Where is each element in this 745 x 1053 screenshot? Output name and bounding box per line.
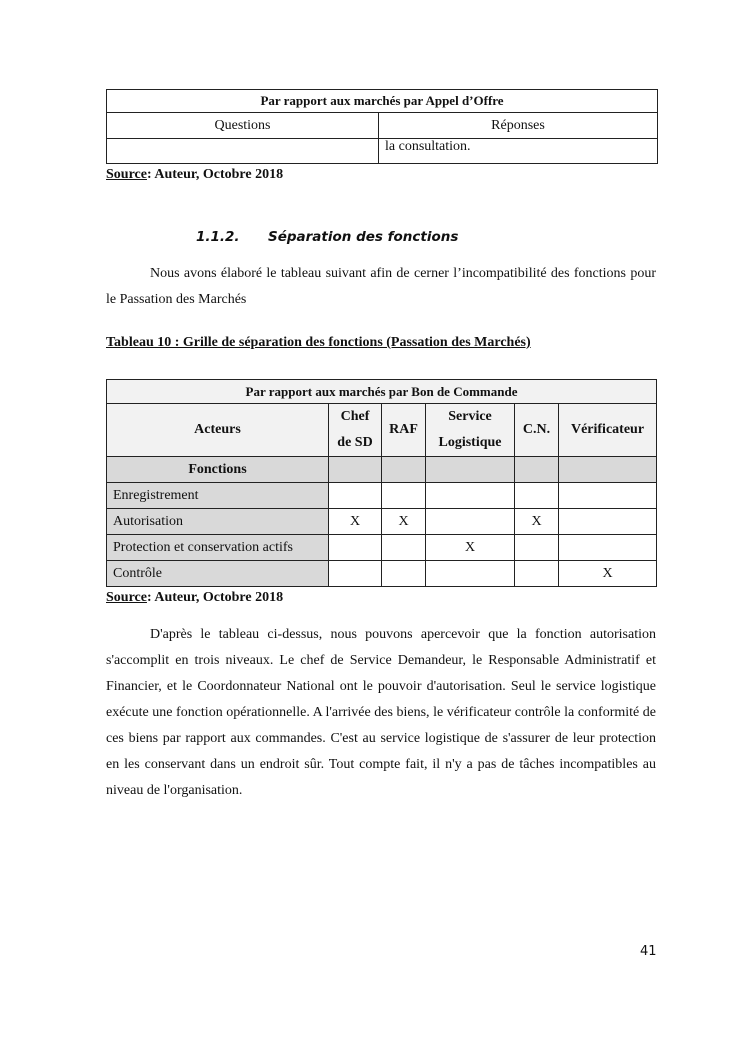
source-text: : Auteur, Octobre 2018	[146, 590, 284, 605]
table2-header-acteurs: Acteurs	[107, 404, 329, 457]
fonctions-header: Fonctions	[107, 457, 329, 483]
source-label: Source	[106, 590, 147, 605]
column-header-raf: RAF	[382, 404, 426, 457]
appel-offre-table	[106, 89, 658, 164]
table1-cell	[107, 139, 379, 164]
conclusion-text: D'après le tableau ci-dessus, nous pouvons apercevoir que la fonction autorisation s'accomplit en trois niveaux. Le chef de Service Demandeur, le Responsable Administratif et Financier, et le Coordonnateur National ont le pouvoir d'autorisation. Seul le service logistique exécute une fonction opérationnelle. A l'arrivée des biens, le vérificateur contrôle la conformité de ces biens par rapport aux commandes. C'est au service logistique de s'assurer de leur protection en les conservant dans un endroit sûr. Tout compte fait, il n'y a pas de tâches incompatibles au niveau de l'organisation.	[106, 627, 656, 798]
row-label: Autorisation	[107, 509, 329, 535]
table-caption: Tableau 10 : Grille de séparation des fonctions (Passation des Marchés)	[106, 335, 531, 350]
table2-title: Par rapport aux marchés par Bon de Commande	[107, 380, 657, 404]
intro-paragraph	[106, 261, 656, 313]
column-header-verificateur: Vérificateur	[559, 404, 657, 457]
column-header-chef-sd: Chef de SD	[329, 404, 382, 457]
row-label: Protection et conservation actifs	[107, 535, 329, 561]
conclusion-paragraph	[106, 622, 656, 804]
intro-text: Nous avons élaboré le tableau suivant afin de cerner l’incompatibilité des fonctions pour le Passation des Marchés	[106, 266, 656, 307]
section-number: 1.1.2.	[196, 229, 240, 245]
source-label: Source	[106, 167, 147, 182]
table-row: Contrôle X	[107, 561, 657, 587]
section-heading	[196, 229, 458, 245]
source-text: : Auteur, Octobre 2018	[146, 167, 284, 182]
source-note-2	[106, 590, 283, 606]
table1-header-reponses: Réponses	[379, 113, 658, 139]
table-row: Protection et conservation actifs X	[107, 535, 657, 561]
row-label: Enregistrement	[107, 483, 329, 509]
table1-cell: la consultation.	[379, 139, 658, 164]
separation-fonctions-table	[106, 379, 657, 587]
table1-header-questions: Questions	[107, 113, 379, 139]
row-label: Contrôle	[107, 561, 329, 587]
column-header-service-logistique: Service Logistique	[426, 404, 515, 457]
page-number: 41	[640, 944, 657, 959]
column-header-cn: C.N.	[515, 404, 559, 457]
table-row	[107, 483, 657, 509]
table1-title: Par rapport aux marchés par Appel d’Offre	[107, 90, 658, 113]
table-row: Autorisation X X X	[107, 509, 657, 535]
source-note-1	[106, 167, 283, 183]
section-title: Séparation des fonctions	[268, 229, 459, 245]
